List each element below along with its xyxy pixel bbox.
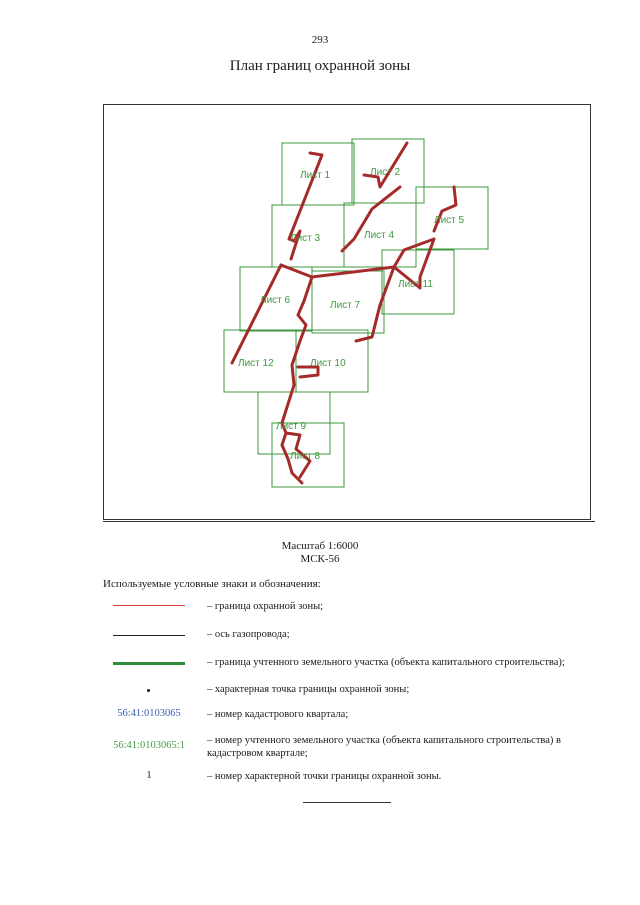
- pipeline-sheet2: [364, 143, 407, 187]
- end-rule: [303, 802, 391, 803]
- sheet-label: Лист 4: [364, 230, 395, 241]
- red-line-icon: [113, 605, 185, 606]
- sheet-label: Лист 12: [238, 358, 274, 369]
- pipeline-sheet4-diag: [342, 187, 400, 251]
- page-number: 293: [311, 34, 329, 46]
- page-title: План границ охранной зоны: [229, 58, 411, 74]
- map-baseline: [103, 521, 595, 522]
- crs-label: МСК-56: [300, 553, 340, 565]
- sheet-label: Лист 7: [330, 300, 361, 311]
- legend-text: – номер кадастрового квартала;: [207, 709, 349, 720]
- sheet-label: Лист 11: [398, 279, 433, 290]
- scale-block: [0, 540, 640, 566]
- sheet-label: Лист 10: [310, 358, 346, 369]
- sheet-label: Лист 8: [290, 451, 321, 462]
- sheet-label: Лист 1: [300, 170, 331, 181]
- pipeline-main-cross: [281, 239, 434, 277]
- sheet-label: Лист 6: [260, 295, 291, 306]
- map-frame: [103, 104, 591, 520]
- legend-title: Используемые условные знаки и обозначения:: [103, 578, 321, 590]
- legend-text: – ось газопровода;: [207, 629, 290, 640]
- dot-icon: [147, 689, 150, 692]
- legend-text: – номер характерной точки границы охранной зоны.: [207, 771, 442, 782]
- sheet-label: Лист 3: [290, 233, 321, 244]
- map-canvas: [104, 105, 590, 519]
- legend-text: – граница учтенного земельного участка (объекта капитального строительства);: [207, 657, 565, 668]
- sheet-label: Лист 5: [434, 215, 465, 226]
- scale-label: Масштаб 1:6000: [281, 540, 359, 552]
- legend-text: – номер учтенного земельного участка (объекта капитального строительства) в кадастровом квартале;: [207, 735, 561, 759]
- sheet-label: Лист 2: [370, 167, 401, 178]
- point-number-sample: 1: [146, 770, 152, 781]
- sheet-label: Лист 9: [276, 421, 307, 432]
- pipeline-sheet6-south: [232, 265, 281, 363]
- parcel-number-sample: 56:41:0103065:1: [113, 740, 185, 751]
- legend-text: – граница охранной зоны;: [207, 601, 324, 612]
- sheet-grid: [224, 139, 488, 487]
- legend-text: – характерная точка границы охранной зоны;: [207, 684, 410, 695]
- black-line-icon: [113, 635, 185, 636]
- quarter-number-sample: 56:41:0103065: [117, 708, 181, 719]
- green-line-icon: [113, 662, 185, 665]
